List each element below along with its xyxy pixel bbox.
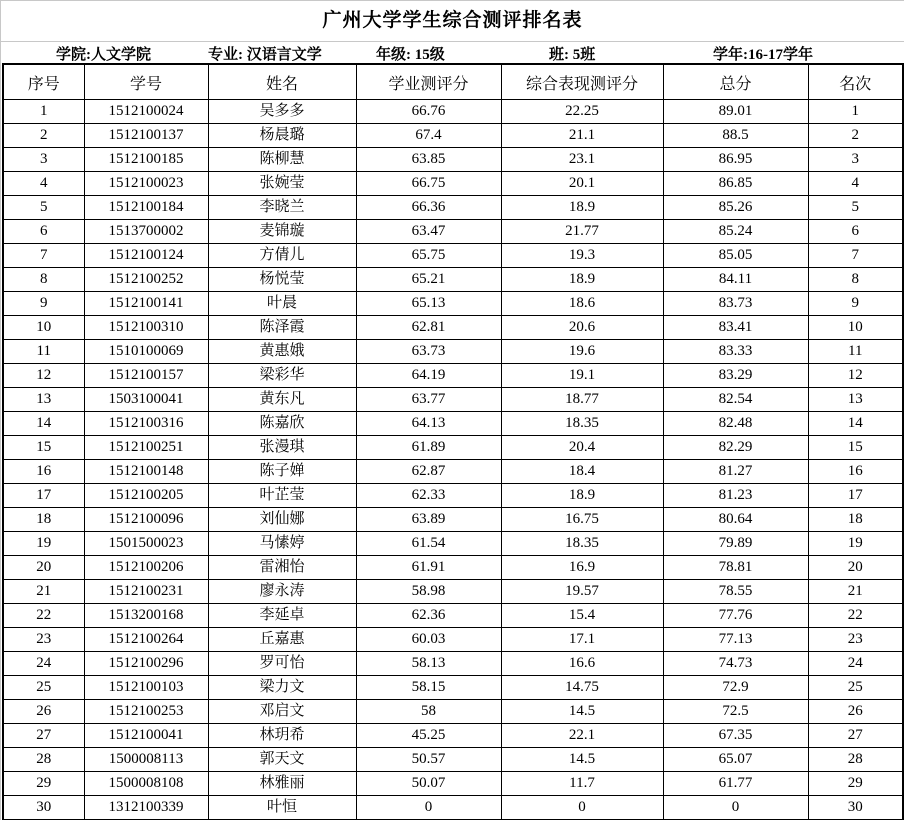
cell-total-score: 61.77 (663, 772, 808, 796)
cell-comprehensive-score: 11.7 (501, 772, 663, 796)
table-row (3, 172, 903, 196)
table-row (3, 268, 903, 292)
cell-name: 雷湘怡 (208, 556, 356, 580)
cell-rank: 25 (808, 676, 903, 700)
cell-student-id: 1512100310 (84, 316, 208, 340)
table-row (3, 748, 903, 772)
cell-comprehensive-score: 17.1 (501, 628, 663, 652)
cell-rank: 11 (808, 340, 903, 364)
cell-rank: 22 (808, 604, 903, 628)
cell-seq: 13 (3, 388, 84, 412)
cell-seq: 6 (3, 220, 84, 244)
cell-name: 林雅丽 (208, 772, 356, 796)
cell-rank: 17 (808, 484, 903, 508)
cell-seq: 14 (3, 412, 84, 436)
cell-total-score: 86.85 (663, 172, 808, 196)
cell-rank: 15 (808, 436, 903, 460)
table-row (3, 436, 903, 460)
table-row (3, 220, 903, 244)
cell-rank: 6 (808, 220, 903, 244)
table-row (3, 364, 903, 388)
cell-total-score: 85.24 (663, 220, 808, 244)
cell-academic-score: 63.73 (356, 340, 501, 364)
cell-comprehensive-score: 18.6 (501, 292, 663, 316)
cell-student-id: 1512100096 (84, 508, 208, 532)
cell-academic-score: 60.03 (356, 628, 501, 652)
cell-student-id: 1512100137 (84, 124, 208, 148)
cell-name: 李延卓 (208, 604, 356, 628)
cell-student-id: 1512100148 (84, 460, 208, 484)
table-row (3, 652, 903, 676)
cell-seq: 16 (3, 460, 84, 484)
cell-comprehensive-score: 18.35 (501, 532, 663, 556)
cell-total-score: 89.01 (663, 100, 808, 124)
cell-name: 叶恒 (208, 796, 356, 820)
cell-seq: 4 (3, 172, 84, 196)
cell-comprehensive-score: 22.1 (501, 724, 663, 748)
cell-name: 黄惠娥 (208, 340, 356, 364)
cell-academic-score: 61.54 (356, 532, 501, 556)
table-row (3, 460, 903, 484)
cell-total-score: 65.07 (663, 748, 808, 772)
cell-academic-score: 62.81 (356, 316, 501, 340)
table-row (3, 580, 903, 604)
cell-academic-score: 64.13 (356, 412, 501, 436)
cell-academic-score: 67.4 (356, 124, 501, 148)
cell-comprehensive-score: 20.1 (501, 172, 663, 196)
cell-total-score: 82.48 (663, 412, 808, 436)
cell-student-id: 1512100251 (84, 436, 208, 460)
cell-name: 叶晨 (208, 292, 356, 316)
cell-name: 郭天文 (208, 748, 356, 772)
cell-rank: 21 (808, 580, 903, 604)
cell-total-score: 84.11 (663, 268, 808, 292)
cell-rank: 20 (808, 556, 903, 580)
cell-rank: 19 (808, 532, 903, 556)
cell-comprehensive-score: 20.6 (501, 316, 663, 340)
cell-rank: 5 (808, 196, 903, 220)
cell-academic-score: 50.07 (356, 772, 501, 796)
cell-comprehensive-score: 14.75 (501, 676, 663, 700)
cell-name: 罗可怡 (208, 652, 356, 676)
cell-comprehensive-score: 16.6 (501, 652, 663, 676)
cell-seq: 19 (3, 532, 84, 556)
cell-name: 陈泽霞 (208, 316, 356, 340)
cell-name: 陈子婵 (208, 460, 356, 484)
cell-student-id: 1512100205 (84, 484, 208, 508)
cell-total-score: 83.29 (663, 364, 808, 388)
cell-comprehensive-score: 19.1 (501, 364, 663, 388)
cell-total-score: 83.73 (663, 292, 808, 316)
table-row (3, 412, 903, 436)
cell-comprehensive-score: 20.4 (501, 436, 663, 460)
cell-seq: 28 (3, 748, 84, 772)
table-row (3, 292, 903, 316)
table-row (3, 796, 903, 820)
cell-name: 杨晨璐 (208, 124, 356, 148)
cell-comprehensive-score: 14.5 (501, 700, 663, 724)
cell-student-id: 1513200168 (84, 604, 208, 628)
cell-rank: 1 (808, 100, 903, 124)
cell-total-score: 81.23 (663, 484, 808, 508)
cell-name: 黄东凡 (208, 388, 356, 412)
cell-student-id: 1512100231 (84, 580, 208, 604)
cell-comprehensive-score: 14.5 (501, 748, 663, 772)
cell-seq: 18 (3, 508, 84, 532)
info-year: 学年:16-17学年 (713, 47, 813, 63)
cell-academic-score: 63.85 (356, 148, 501, 172)
cell-academic-score: 61.89 (356, 436, 501, 460)
cell-comprehensive-score: 21.1 (501, 124, 663, 148)
cell-total-score: 79.89 (663, 532, 808, 556)
cell-name: 方倩儿 (208, 244, 356, 268)
cell-seq: 5 (3, 196, 84, 220)
cell-seq: 25 (3, 676, 84, 700)
cell-academic-score: 63.47 (356, 220, 501, 244)
cell-academic-score: 58.15 (356, 676, 501, 700)
cell-academic-score: 62.36 (356, 604, 501, 628)
cell-name: 张婉莹 (208, 172, 356, 196)
cell-seq: 1 (3, 100, 84, 124)
cell-total-score: 78.55 (663, 580, 808, 604)
table-row (3, 316, 903, 340)
cell-comprehensive-score: 19.3 (501, 244, 663, 268)
cell-total-score: 77.13 (663, 628, 808, 652)
cell-rank: 12 (808, 364, 903, 388)
cell-total-score: 82.29 (663, 436, 808, 460)
cell-academic-score: 61.91 (356, 556, 501, 580)
table-row (3, 148, 903, 172)
cell-comprehensive-score: 18.9 (501, 484, 663, 508)
col-header-comprehensive-score: 综合表现测评分 (501, 64, 663, 100)
col-header-name: 姓名 (208, 64, 356, 100)
cell-student-id: 1512100264 (84, 628, 208, 652)
cell-seq: 23 (3, 628, 84, 652)
table-row (3, 532, 903, 556)
cell-total-score: 67.35 (663, 724, 808, 748)
cell-seq: 11 (3, 340, 84, 364)
cell-rank: 24 (808, 652, 903, 676)
cell-academic-score: 62.33 (356, 484, 501, 508)
cell-rank: 26 (808, 700, 903, 724)
cell-academic-score: 64.19 (356, 364, 501, 388)
cell-student-id: 1512100024 (84, 100, 208, 124)
cell-student-id: 1512100157 (84, 364, 208, 388)
cell-student-id: 1513700002 (84, 220, 208, 244)
cell-name: 梁彩华 (208, 364, 356, 388)
cell-rank: 27 (808, 724, 903, 748)
cell-total-score: 85.05 (663, 244, 808, 268)
cell-comprehensive-score: 21.77 (501, 220, 663, 244)
cell-student-id: 1512100252 (84, 268, 208, 292)
cell-academic-score: 58.13 (356, 652, 501, 676)
cell-rank: 7 (808, 244, 903, 268)
cell-seq: 15 (3, 436, 84, 460)
cell-academic-score: 62.87 (356, 460, 501, 484)
cell-name: 杨悦莹 (208, 268, 356, 292)
cell-seq: 27 (3, 724, 84, 748)
cell-total-score: 85.26 (663, 196, 808, 220)
cell-seq: 26 (3, 700, 84, 724)
table-header-row (3, 64, 903, 100)
cell-name: 叶芷莹 (208, 484, 356, 508)
cell-academic-score: 66.36 (356, 196, 501, 220)
cell-total-score: 78.81 (663, 556, 808, 580)
cell-student-id: 1503100041 (84, 388, 208, 412)
cell-seq: 12 (3, 364, 84, 388)
cell-comprehensive-score: 18.9 (501, 196, 663, 220)
cell-total-score: 82.54 (663, 388, 808, 412)
cell-student-id: 1512100124 (84, 244, 208, 268)
cell-student-id: 1512100041 (84, 724, 208, 748)
table-row (3, 508, 903, 532)
cell-comprehensive-score: 19.6 (501, 340, 663, 364)
cell-comprehensive-score: 18.77 (501, 388, 663, 412)
table-row (3, 124, 903, 148)
table-row (3, 676, 903, 700)
cell-name: 麦锦璇 (208, 220, 356, 244)
info-major: 专业: 汉语言文学 (208, 47, 322, 63)
cell-student-id: 1500008108 (84, 772, 208, 796)
cell-name: 刘仙娜 (208, 508, 356, 532)
cell-total-score: 0 (663, 796, 808, 820)
table-row (3, 484, 903, 508)
table-row (3, 628, 903, 652)
cell-rank: 29 (808, 772, 903, 796)
cell-rank: 4 (808, 172, 903, 196)
cell-seq: 17 (3, 484, 84, 508)
info-college: 学院:人文学院 (56, 47, 151, 63)
cell-academic-score: 58.98 (356, 580, 501, 604)
info-class: 班: 5班 (549, 47, 596, 63)
col-header-seq: 序号 (3, 64, 84, 100)
cell-student-id: 1512100023 (84, 172, 208, 196)
cell-student-id: 1512100184 (84, 196, 208, 220)
cell-student-id: 1512100185 (84, 148, 208, 172)
cell-student-id: 1500008113 (84, 748, 208, 772)
cell-rank: 16 (808, 460, 903, 484)
cell-rank: 2 (808, 124, 903, 148)
cell-comprehensive-score: 18.35 (501, 412, 663, 436)
cell-name: 梁力文 (208, 676, 356, 700)
cell-comprehensive-score: 19.57 (501, 580, 663, 604)
cell-name: 陈嘉欣 (208, 412, 356, 436)
cell-name: 张漫琪 (208, 436, 356, 460)
cell-seq: 22 (3, 604, 84, 628)
cell-rank: 28 (808, 748, 903, 772)
cell-student-id: 1510100069 (84, 340, 208, 364)
cell-seq: 9 (3, 292, 84, 316)
cell-total-score: 77.76 (663, 604, 808, 628)
cell-rank: 13 (808, 388, 903, 412)
cell-name: 邓启文 (208, 700, 356, 724)
cell-name: 林玥希 (208, 724, 356, 748)
table-row (3, 340, 903, 364)
cell-total-score: 81.27 (663, 460, 808, 484)
table-row (3, 388, 903, 412)
cell-comprehensive-score: 18.9 (501, 268, 663, 292)
cell-total-score: 88.5 (663, 124, 808, 148)
table-row (3, 724, 903, 748)
cell-total-score: 72.9 (663, 676, 808, 700)
cell-seq: 2 (3, 124, 84, 148)
cell-seq: 8 (3, 268, 84, 292)
col-header-total-score: 总分 (663, 64, 808, 100)
cell-academic-score: 58 (356, 700, 501, 724)
cell-name: 马愫婷 (208, 532, 356, 556)
page-title: 广州大学学生综合测评排名表 (1, 1, 904, 42)
cell-seq: 30 (3, 796, 84, 820)
cell-rank: 18 (808, 508, 903, 532)
cell-rank: 8 (808, 268, 903, 292)
table-row (3, 700, 903, 724)
cell-name: 李晓兰 (208, 196, 356, 220)
cell-seq: 24 (3, 652, 84, 676)
cell-comprehensive-score: 0 (501, 796, 663, 820)
cell-rank: 23 (808, 628, 903, 652)
cell-seq: 20 (3, 556, 84, 580)
cell-comprehensive-score: 16.9 (501, 556, 663, 580)
cell-total-score: 72.5 (663, 700, 808, 724)
cell-rank: 3 (808, 148, 903, 172)
cell-academic-score: 65.21 (356, 268, 501, 292)
cell-comprehensive-score: 16.75 (501, 508, 663, 532)
cell-academic-score: 50.57 (356, 748, 501, 772)
cell-total-score: 74.73 (663, 652, 808, 676)
cell-rank: 30 (808, 796, 903, 820)
cell-total-score: 80.64 (663, 508, 808, 532)
table-row (3, 244, 903, 268)
cell-name: 廖永涛 (208, 580, 356, 604)
cell-academic-score: 66.76 (356, 100, 501, 124)
cell-seq: 29 (3, 772, 84, 796)
cell-seq: 10 (3, 316, 84, 340)
cell-academic-score: 65.13 (356, 292, 501, 316)
cell-seq: 3 (3, 148, 84, 172)
cell-student-id: 1512100253 (84, 700, 208, 724)
cell-academic-score: 0 (356, 796, 501, 820)
ranking-table (2, 63, 904, 820)
cell-academic-score: 45.25 (356, 724, 501, 748)
table-row (3, 100, 903, 124)
cell-student-id: 1512100141 (84, 292, 208, 316)
cell-comprehensive-score: 22.25 (501, 100, 663, 124)
cell-name: 吴多多 (208, 100, 356, 124)
cell-academic-score: 65.75 (356, 244, 501, 268)
cell-comprehensive-score: 23.1 (501, 148, 663, 172)
cell-student-id: 1312100339 (84, 796, 208, 820)
table-row (3, 196, 903, 220)
cell-name: 陈柳慧 (208, 148, 356, 172)
cell-rank: 10 (808, 316, 903, 340)
cell-rank: 9 (808, 292, 903, 316)
cell-student-id: 1512100296 (84, 652, 208, 676)
cell-academic-score: 66.75 (356, 172, 501, 196)
cell-comprehensive-score: 15.4 (501, 604, 663, 628)
cell-student-id: 1512100316 (84, 412, 208, 436)
table-row (3, 556, 903, 580)
cell-total-score: 83.41 (663, 316, 808, 340)
cell-name: 丘嘉惠 (208, 628, 356, 652)
table-row (3, 772, 903, 796)
info-grade: 年级: 15级 (376, 47, 445, 63)
col-header-student-id: 学号 (84, 64, 208, 100)
cell-rank: 14 (808, 412, 903, 436)
cell-seq: 7 (3, 244, 84, 268)
cell-student-id: 1501500023 (84, 532, 208, 556)
info-row (1, 42, 904, 63)
cell-academic-score: 63.77 (356, 388, 501, 412)
cell-academic-score: 63.89 (356, 508, 501, 532)
cell-total-score: 83.33 (663, 340, 808, 364)
table-row (3, 604, 903, 628)
cell-total-score: 86.95 (663, 148, 808, 172)
col-header-rank: 名次 (808, 64, 903, 100)
cell-seq: 21 (3, 580, 84, 604)
cell-comprehensive-score: 18.4 (501, 460, 663, 484)
cell-student-id: 1512100206 (84, 556, 208, 580)
cell-student-id: 1512100103 (84, 676, 208, 700)
col-header-academic-score: 学业测评分 (356, 64, 501, 100)
